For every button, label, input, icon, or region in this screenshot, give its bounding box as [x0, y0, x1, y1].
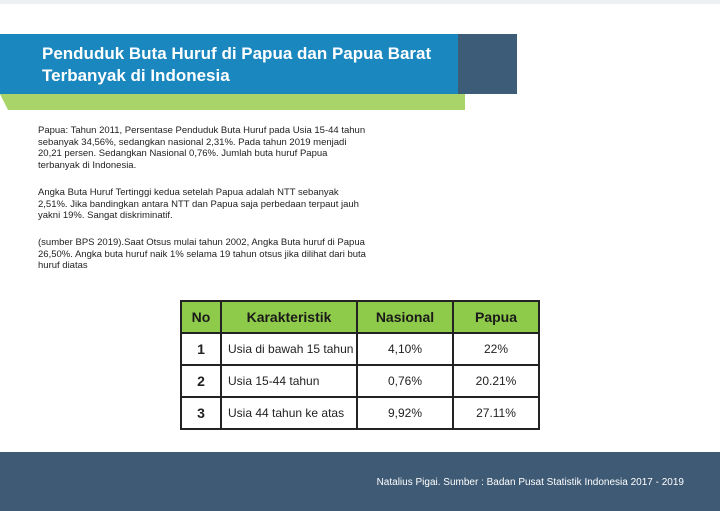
cell-papua: 20.21% [453, 365, 539, 397]
header-karakteristik: Karakteristik [221, 301, 357, 333]
cell-no: 1 [181, 333, 221, 365]
cell-nasional: 4,10% [357, 333, 453, 365]
cell-nasional: 0,76% [357, 365, 453, 397]
cell-papua: 22% [453, 333, 539, 365]
cell-karakteristik: Usia 44 tahun ke atas [221, 397, 357, 429]
header-no: No [181, 301, 221, 333]
table-row [181, 397, 539, 429]
footer-bar [0, 452, 720, 511]
page-title: Penduduk Buta Huruf di Papua dan Papua Barat Terbanyak di Indonesia [42, 44, 432, 85]
green-accent-stripe [0, 94, 465, 110]
cell-no: 3 [181, 397, 221, 429]
cell-no: 2 [181, 365, 221, 397]
cell-nasional: 9,92% [357, 397, 453, 429]
header-nasional: Nasional [357, 301, 453, 333]
cell-karakteristik: Usia di bawah 15 tahun [221, 333, 357, 365]
cell-papua: 27.11% [453, 397, 539, 429]
top-divider [0, 0, 720, 4]
illiteracy-table [180, 300, 540, 430]
header-papua: Papua [453, 301, 539, 333]
paragraph-2: Angka Buta Huruf Tertinggi kedua setelah Papua adalah NTT sebanyak 2,51%. Jika bandingkan antara NTT dan Papua saja perbedaan terpaut jauh yakni 19%. Sangat diskriminatif. [38, 187, 359, 221]
cell-karakteristik: Usia 15-44 tahun [221, 365, 357, 397]
title-banner-accent [458, 34, 517, 94]
paragraph-3: (sumber BPS 2019).Saat Otsus mulai tahun 2002, Angka Buta huruf di Papua 26,50%. Angka buta huruf naik 1% selama 19 tahun otsus jika dilihat dari buta huruf diatas [38, 237, 366, 271]
table-row [181, 365, 539, 397]
paragraph-1: Papua: Tahun 2011, Persentase Penduduk Buta Huruf pada Usia 15-44 tahun sebanyak 34,56%, sedangkan nasional 2,31%. Pada tahun 2019 menjadi 20,21 persen. Sedangkan Nasional 0,76%. Jumlah buta huruf Papua terbanyak di Indonesia. [38, 125, 366, 171]
table-header-row [181, 301, 539, 333]
footer-source: Natalius Pigai. Sumber : Badan Pusat Statistik Indonesia 2017 - 2019 [376, 477, 684, 488]
table-row [181, 333, 539, 365]
